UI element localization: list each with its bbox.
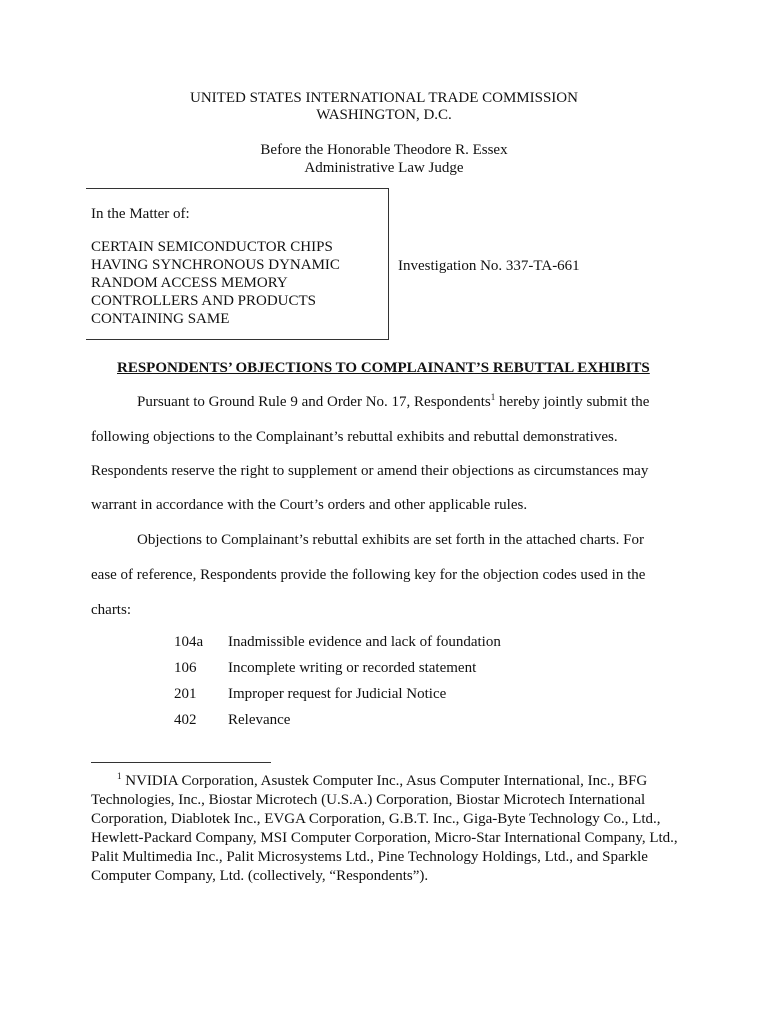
caption-top-rule bbox=[86, 188, 389, 189]
matter-line: RANDOM ACCESS MEMORY bbox=[91, 275, 288, 291]
footnote-mark: 1 bbox=[117, 771, 122, 781]
paragraph-text: Pursuant to Ground Rule 9 and Order No. 17, Respondents bbox=[137, 394, 491, 410]
objection-code: 402 bbox=[174, 712, 197, 728]
objection-description: Relevance bbox=[228, 712, 291, 728]
objection-code: 201 bbox=[174, 686, 197, 702]
paragraph-line: following objections to the Complainant’s rebuttal exhibits and rebuttal demonstratives. bbox=[91, 429, 618, 445]
paragraph-line: Respondents reserve the right to supplement or amend their objections as circumstances may bbox=[91, 463, 649, 479]
paragraph-line: charts: bbox=[91, 602, 131, 618]
paragraph-text: hereby jointly submit the bbox=[495, 394, 650, 410]
paragraph-line bbox=[137, 393, 649, 412]
footnote-text: NVIDIA Corporation, Asustek Computer Inc., Asus Computer International, Inc., BFG Technologies, Inc., Biostar Microtech (U.S.A.) Corporation, Biostar Microtech International Corporation, Diablotek Inc., EVGA Corporation, G.B.T. Inc., Giga-Byte Technology Co., Ltd., Hewlett-Packard Company, MSI Computer Corporation, Micro-Star International Company, Ltd., Palit Multimedia Inc., Palit Microsystems Ltd., Pine Technology Holdings, Ltd., and Sparkle Computer Company, Ltd. (collectively, “Respondents”). bbox=[91, 773, 678, 884]
matter-line: CERTAIN SEMICONDUCTOR CHIPS bbox=[91, 239, 333, 255]
footnote bbox=[91, 772, 681, 886]
document-title: RESPONDENTS’ OBJECTIONS TO COMPLAINANT’S REBUTTAL EXHIBITS bbox=[117, 360, 650, 376]
footnote-reference[interactable]: 1 bbox=[490, 392, 496, 402]
matter-line: CONTROLLERS AND PRODUCTS bbox=[91, 293, 317, 309]
court-name: UNITED STATES INTERNATIONAL TRADE COMMISSION bbox=[190, 90, 578, 106]
matter-label: In the Matter of: bbox=[91, 206, 190, 222]
paragraph-line: warrant in accordance with the Court’s orders and other applicable rules. bbox=[91, 497, 528, 513]
objection-code: 106 bbox=[174, 660, 197, 676]
caption-bottom-rule bbox=[86, 339, 389, 340]
investigation-number: Investigation No. 337-TA-661 bbox=[398, 258, 580, 274]
objection-description: Incomplete writing or recorded statement bbox=[228, 660, 477, 676]
paragraph-line: Objections to Complainant’s rebuttal exhibits are set forth in the attached charts. For bbox=[137, 532, 644, 548]
matter-line: HAVING SYNCHRONOUS DYNAMIC bbox=[91, 257, 340, 273]
judge-line: Before the Honorable Theodore R. Essex bbox=[260, 142, 508, 158]
objection-description: Inadmissible evidence and lack of foundation bbox=[228, 634, 501, 650]
objection-description: Improper request for Judicial Notice bbox=[228, 686, 447, 702]
footnote-separator bbox=[91, 762, 271, 763]
court-location: WASHINGTON, D.C. bbox=[316, 107, 452, 123]
judge-title: Administrative Law Judge bbox=[304, 160, 464, 176]
paragraph-line: ease of reference, Respondents provide the following key for the objection codes used in the bbox=[91, 567, 646, 583]
caption-divider bbox=[388, 188, 389, 340]
matter-line: CONTAINING SAME bbox=[91, 311, 230, 327]
objection-code: 104a bbox=[174, 634, 204, 650]
